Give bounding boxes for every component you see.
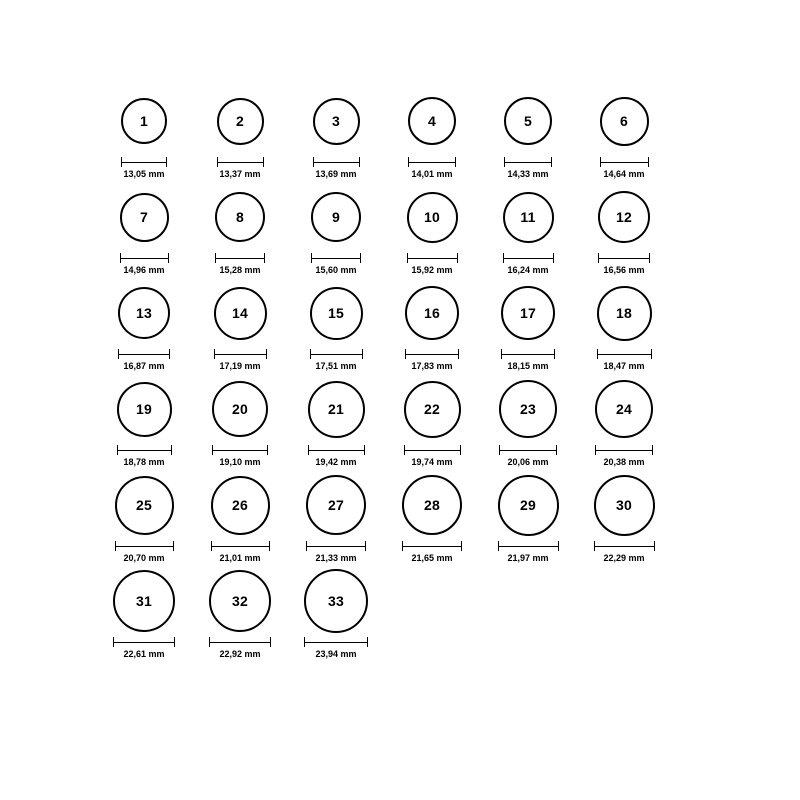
diameter-measure-line [504, 157, 552, 167]
measure-tick-right [264, 253, 265, 263]
ring-size-number: 10 [424, 209, 440, 225]
ring-circle-wrap [117, 376, 172, 442]
ring-circle-wrap [600, 88, 649, 154]
diameter-label: 21,97 mm [507, 553, 549, 563]
ring-size-cell [384, 472, 480, 568]
measure-bar [121, 162, 167, 163]
ring-size-cell [96, 568, 192, 664]
measure-tick-right [169, 349, 170, 359]
diameter-measure-line [594, 541, 655, 551]
measure-tick-left [306, 541, 307, 551]
measure-tick-right [267, 445, 268, 455]
measure-tick-left [212, 445, 213, 455]
measure-tick-left [407, 253, 408, 263]
ring-size-number: 33 [328, 593, 344, 609]
diameter-label: 21,01 mm [219, 553, 261, 563]
measure-tick-right [359, 157, 360, 167]
diameter-label: 20,06 mm [507, 457, 549, 467]
diameter-label: 15,92 mm [411, 265, 453, 275]
diameter-label: 13,69 mm [315, 169, 357, 179]
ring-size-cell [96, 184, 192, 280]
measure-tick-right [554, 349, 555, 359]
ring-size-number: 8 [236, 209, 244, 225]
ring-circle-icon [595, 380, 653, 438]
ring-size-number: 31 [136, 593, 152, 609]
measure-tick-right [651, 349, 652, 359]
measure-bar [217, 162, 264, 163]
ring-circle-wrap [594, 472, 655, 538]
measure-tick-right [168, 253, 169, 263]
measure-bar [503, 258, 554, 259]
measure-tick-right [364, 445, 365, 455]
measure-tick-left [402, 541, 403, 551]
diameter-measure-line [313, 157, 360, 167]
measure-tick-left [215, 253, 216, 263]
diameter-label: 16,24 mm [507, 265, 549, 275]
ring-circle-wrap [503, 184, 554, 250]
ring-size-number: 5 [524, 113, 532, 129]
measure-tick-left [217, 157, 218, 167]
ring-circle-wrap [499, 376, 557, 442]
ring-size-cell [288, 88, 384, 184]
ring-circle-wrap [118, 280, 170, 346]
measure-tick-right [458, 349, 459, 359]
ring-size-cell [384, 376, 480, 472]
ring-circle-wrap [209, 568, 271, 634]
ring-size-cell [192, 568, 288, 664]
ring-size-cell [288, 568, 384, 664]
measure-tick-left [209, 637, 210, 647]
ring-circle-wrap [212, 376, 268, 442]
ring-circle-icon [118, 287, 170, 339]
measure-tick-left [311, 253, 312, 263]
measure-bar [304, 642, 368, 643]
ring-circle-wrap [408, 88, 456, 154]
diameter-measure-line [600, 157, 649, 167]
ring-size-cell [480, 376, 576, 472]
ring-circle-icon [211, 476, 270, 535]
ring-circle-icon [499, 380, 557, 438]
measure-tick-left [121, 157, 122, 167]
ring-size-number: 18 [616, 305, 632, 321]
measure-tick-left [117, 445, 118, 455]
diameter-measure-line [214, 349, 267, 359]
measure-tick-right [263, 157, 264, 167]
measure-tick-right [460, 445, 461, 455]
measure-tick-left [499, 445, 500, 455]
measure-tick-right [173, 541, 174, 551]
measure-tick-right [553, 253, 554, 263]
ring-size-number: 16 [424, 305, 440, 321]
ring-circle-wrap [121, 88, 167, 154]
ring-size-cell [384, 280, 480, 376]
diameter-measure-line [408, 157, 456, 167]
measure-bar [118, 354, 170, 355]
diameter-label: 18,15 mm [507, 361, 549, 371]
ring-size-number: 20 [232, 401, 248, 417]
ring-circle-wrap [407, 184, 458, 250]
ring-size-cell [576, 280, 672, 376]
measure-tick-left [600, 157, 601, 167]
ring-size-number: 27 [328, 497, 344, 513]
measure-tick-right [270, 637, 271, 647]
diameter-measure-line [113, 637, 175, 647]
measure-bar [402, 546, 462, 547]
diameter-label: 20,70 mm [123, 553, 165, 563]
diameter-measure-line [118, 349, 170, 359]
ring-size-cell [480, 88, 576, 184]
ring-size-cell [384, 184, 480, 280]
diameter-label: 21,33 mm [315, 553, 357, 563]
measure-tick-right [365, 541, 366, 551]
ring-circle-icon [120, 193, 169, 242]
measure-bar [597, 354, 652, 355]
ring-size-cell [576, 88, 672, 184]
diameter-measure-line [117, 445, 172, 455]
measure-tick-right [461, 541, 462, 551]
ring-circle-icon [597, 286, 652, 341]
diameter-label: 14,01 mm [411, 169, 453, 179]
measure-tick-left [598, 253, 599, 263]
ring-circle-wrap [405, 280, 459, 346]
diameter-measure-line [404, 445, 461, 455]
measure-tick-left [594, 541, 595, 551]
measure-tick-right [266, 349, 267, 359]
measure-tick-right [362, 349, 363, 359]
diameter-measure-line [120, 253, 169, 263]
measure-bar [407, 258, 458, 259]
ring-size-cell [384, 88, 480, 184]
diameter-label: 18,47 mm [603, 361, 645, 371]
measure-tick-left [408, 157, 409, 167]
ring-size-number: 7 [140, 209, 148, 225]
ring-circle-icon [214, 287, 267, 340]
ring-circle-icon [306, 475, 366, 535]
ring-circle-wrap [313, 88, 360, 154]
diameter-measure-line [217, 157, 264, 167]
ring-size-number: 12 [616, 209, 632, 225]
ring-size-cell [192, 88, 288, 184]
ring-circle-wrap [501, 280, 555, 346]
ring-size-number: 3 [332, 113, 340, 129]
measure-tick-right [556, 445, 557, 455]
diameter-measure-line [501, 349, 555, 359]
ring-circle-wrap [310, 280, 363, 346]
ring-circle-icon [217, 98, 264, 145]
diameter-label: 19,42 mm [315, 457, 357, 467]
measure-bar [306, 546, 366, 547]
ring-circle-icon [407, 192, 458, 243]
measure-bar [498, 546, 559, 547]
ring-size-cell [288, 376, 384, 472]
ring-size-cell [96, 280, 192, 376]
ring-size-number: 25 [136, 497, 152, 513]
measure-bar [120, 258, 169, 259]
diameter-measure-line [498, 541, 559, 551]
measure-tick-right [269, 541, 270, 551]
ring-circle-wrap [597, 280, 652, 346]
ring-size-number: 32 [232, 593, 248, 609]
ring-circle-wrap [402, 472, 462, 538]
ring-size-number: 1 [140, 113, 148, 129]
diameter-measure-line [306, 541, 366, 551]
ring-size-cell [576, 184, 672, 280]
ring-size-cell [576, 376, 672, 472]
ring-size-cell [96, 88, 192, 184]
ring-circle-wrap [113, 568, 175, 634]
measure-bar [501, 354, 555, 355]
ring-circle-wrap [211, 472, 270, 538]
ring-circle-icon [402, 475, 462, 535]
diameter-measure-line [310, 349, 363, 359]
measure-bar [308, 450, 365, 451]
ring-size-number: 21 [328, 401, 344, 417]
measure-bar [595, 450, 653, 451]
diameter-label: 19,10 mm [219, 457, 261, 467]
diameter-measure-line [595, 445, 653, 455]
ring-circle-wrap [311, 184, 361, 250]
measure-bar [600, 162, 649, 163]
ring-size-cell [96, 376, 192, 472]
measure-tick-right [558, 541, 559, 551]
diameter-measure-line [503, 253, 554, 263]
measure-tick-left [308, 445, 309, 455]
ring-circle-icon [503, 192, 554, 243]
measure-tick-left [595, 445, 596, 455]
ring-circle-icon [215, 192, 265, 242]
ring-circle-wrap [306, 472, 366, 538]
diameter-label: 16,87 mm [123, 361, 165, 371]
ring-circle-wrap [498, 472, 559, 538]
measure-tick-left [120, 253, 121, 263]
measure-tick-right [654, 541, 655, 551]
diameter-label: 16,56 mm [603, 265, 645, 275]
measure-bar [598, 258, 650, 259]
diameter-label: 14,33 mm [507, 169, 549, 179]
measure-tick-left [304, 637, 305, 647]
measure-bar [594, 546, 655, 547]
ring-circle-wrap [115, 472, 174, 538]
ring-circle-icon [212, 381, 268, 437]
diameter-label: 14,64 mm [603, 169, 645, 179]
measure-tick-left [214, 349, 215, 359]
measure-tick-left [115, 541, 116, 551]
ring-circle-icon [600, 97, 649, 146]
measure-tick-right [360, 253, 361, 263]
diameter-measure-line [304, 637, 368, 647]
measure-tick-left [597, 349, 598, 359]
measure-tick-left [118, 349, 119, 359]
measure-bar [211, 546, 270, 547]
ring-circle-icon [117, 382, 172, 437]
ring-circle-wrap [595, 376, 653, 442]
ring-circle-icon [308, 381, 365, 438]
ring-circle-wrap [304, 568, 368, 634]
ring-size-number: 11 [520, 209, 536, 225]
diameter-measure-line [402, 541, 462, 551]
diameter-measure-line [597, 349, 652, 359]
ring-circle-icon [310, 287, 363, 340]
measure-bar [499, 450, 557, 451]
ring-size-number: 28 [424, 497, 440, 513]
ring-circle-icon [115, 476, 174, 535]
diameter-measure-line [121, 157, 167, 167]
ring-circle-icon [504, 97, 552, 145]
ring-size-cell [480, 280, 576, 376]
diameter-measure-line [499, 445, 557, 455]
diameter-label: 17,19 mm [219, 361, 261, 371]
measure-tick-right [367, 637, 368, 647]
measure-bar [215, 258, 265, 259]
ring-circle-icon [405, 286, 459, 340]
diameter-label: 22,29 mm [603, 553, 645, 563]
ring-circle-icon [304, 569, 368, 633]
measure-bar [117, 450, 172, 451]
diameter-measure-line [405, 349, 459, 359]
diameter-label: 17,83 mm [411, 361, 453, 371]
ring-circle-icon [113, 570, 175, 632]
ring-size-cell [480, 472, 576, 568]
measure-tick-right [649, 253, 650, 263]
measure-bar [113, 642, 175, 643]
measure-bar [405, 354, 459, 355]
ring-size-number: 29 [520, 497, 536, 513]
ring-size-number: 13 [136, 305, 152, 321]
ring-size-number: 9 [332, 209, 340, 225]
measure-bar [214, 354, 267, 355]
diameter-label: 23,94 mm [315, 649, 357, 659]
ring-size-number: 24 [616, 401, 632, 417]
measure-tick-left [504, 157, 505, 167]
diameter-measure-line [212, 445, 268, 455]
ring-size-number: 15 [328, 305, 344, 321]
ring-circle-icon [313, 98, 360, 145]
ring-size-number: 2 [236, 113, 244, 129]
ring-size-cell [96, 472, 192, 568]
measure-tick-left [405, 349, 406, 359]
diameter-label: 21,65 mm [411, 553, 453, 563]
measure-tick-right [166, 157, 167, 167]
ring-size-cell [288, 472, 384, 568]
ring-size-number: 19 [136, 401, 152, 417]
ring-size-number: 22 [424, 401, 440, 417]
measure-tick-right [648, 157, 649, 167]
diameter-label: 15,60 mm [315, 265, 357, 275]
diameter-label: 20,38 mm [603, 457, 645, 467]
diameter-label: 22,92 mm [219, 649, 261, 659]
ring-circle-icon [594, 475, 655, 536]
diameter-measure-line [311, 253, 361, 263]
diameter-measure-line [308, 445, 365, 455]
measure-bar [209, 642, 271, 643]
ring-circle-wrap [120, 184, 169, 250]
measure-bar [310, 354, 363, 355]
diameter-label: 19,74 mm [411, 457, 453, 467]
ring-size-number: 17 [520, 305, 536, 321]
diameter-label: 17,51 mm [315, 361, 357, 371]
ring-circle-icon [598, 191, 650, 243]
measure-tick-left [501, 349, 502, 359]
diameter-label: 15,28 mm [219, 265, 261, 275]
ring-circle-icon [404, 381, 461, 438]
measure-tick-right [455, 157, 456, 167]
measure-tick-left [313, 157, 314, 167]
measure-tick-left [113, 637, 114, 647]
ring-circle-wrap [214, 280, 267, 346]
measure-bar [504, 162, 552, 163]
measure-tick-left [310, 349, 311, 359]
diameter-measure-line [211, 541, 270, 551]
measure-tick-right [457, 253, 458, 263]
ring-circle-wrap [404, 376, 461, 442]
measure-bar [311, 258, 361, 259]
measure-tick-left [503, 253, 504, 263]
diameter-measure-line [215, 253, 265, 263]
measure-tick-right [174, 637, 175, 647]
ring-size-cell [288, 184, 384, 280]
ring-circle-icon [209, 570, 271, 632]
ring-circle-wrap [598, 184, 650, 250]
diameter-label: 14,96 mm [123, 265, 165, 275]
ring-circle-wrap [217, 88, 264, 154]
ring-size-number: 23 [520, 401, 536, 417]
diameter-label: 22,61 mm [123, 649, 165, 659]
ring-circle-icon [501, 286, 555, 340]
measure-bar [408, 162, 456, 163]
ring-circle-icon [408, 97, 456, 145]
measure-tick-left [498, 541, 499, 551]
diameter-label: 18,78 mm [123, 457, 165, 467]
diameter-measure-line [407, 253, 458, 263]
diameter-label: 13,05 mm [123, 169, 165, 179]
ring-size-cell [192, 280, 288, 376]
diameter-label: 13,37 mm [219, 169, 261, 179]
ring-size-number: 14 [232, 305, 248, 321]
diameter-measure-line [598, 253, 650, 263]
measure-tick-right [652, 445, 653, 455]
ring-size-cell [576, 472, 672, 568]
measure-bar [313, 162, 360, 163]
measure-tick-right [171, 445, 172, 455]
ring-size-cell [480, 184, 576, 280]
ring-size-number: 30 [616, 497, 632, 513]
ring-circle-icon [311, 192, 361, 242]
measure-bar [212, 450, 268, 451]
diameter-measure-line [209, 637, 271, 647]
measure-tick-left [404, 445, 405, 455]
measure-bar [404, 450, 461, 451]
ring-size-number: 26 [232, 497, 248, 513]
ring-size-cell [288, 280, 384, 376]
ring-size-cell [192, 184, 288, 280]
ring-circle-icon [121, 98, 167, 144]
ring-circle-wrap [504, 88, 552, 154]
measure-bar [115, 546, 174, 547]
diameter-measure-line [115, 541, 174, 551]
ring-circle-wrap [215, 184, 265, 250]
ring-size-grid [96, 88, 712, 664]
measure-tick-left [211, 541, 212, 551]
ring-circle-wrap [308, 376, 365, 442]
ring-size-number: 6 [620, 113, 628, 129]
ring-size-cell [192, 472, 288, 568]
ring-circle-icon [498, 475, 559, 536]
ring-size-cell [192, 376, 288, 472]
measure-tick-right [551, 157, 552, 167]
ring-size-number: 4 [428, 113, 436, 129]
